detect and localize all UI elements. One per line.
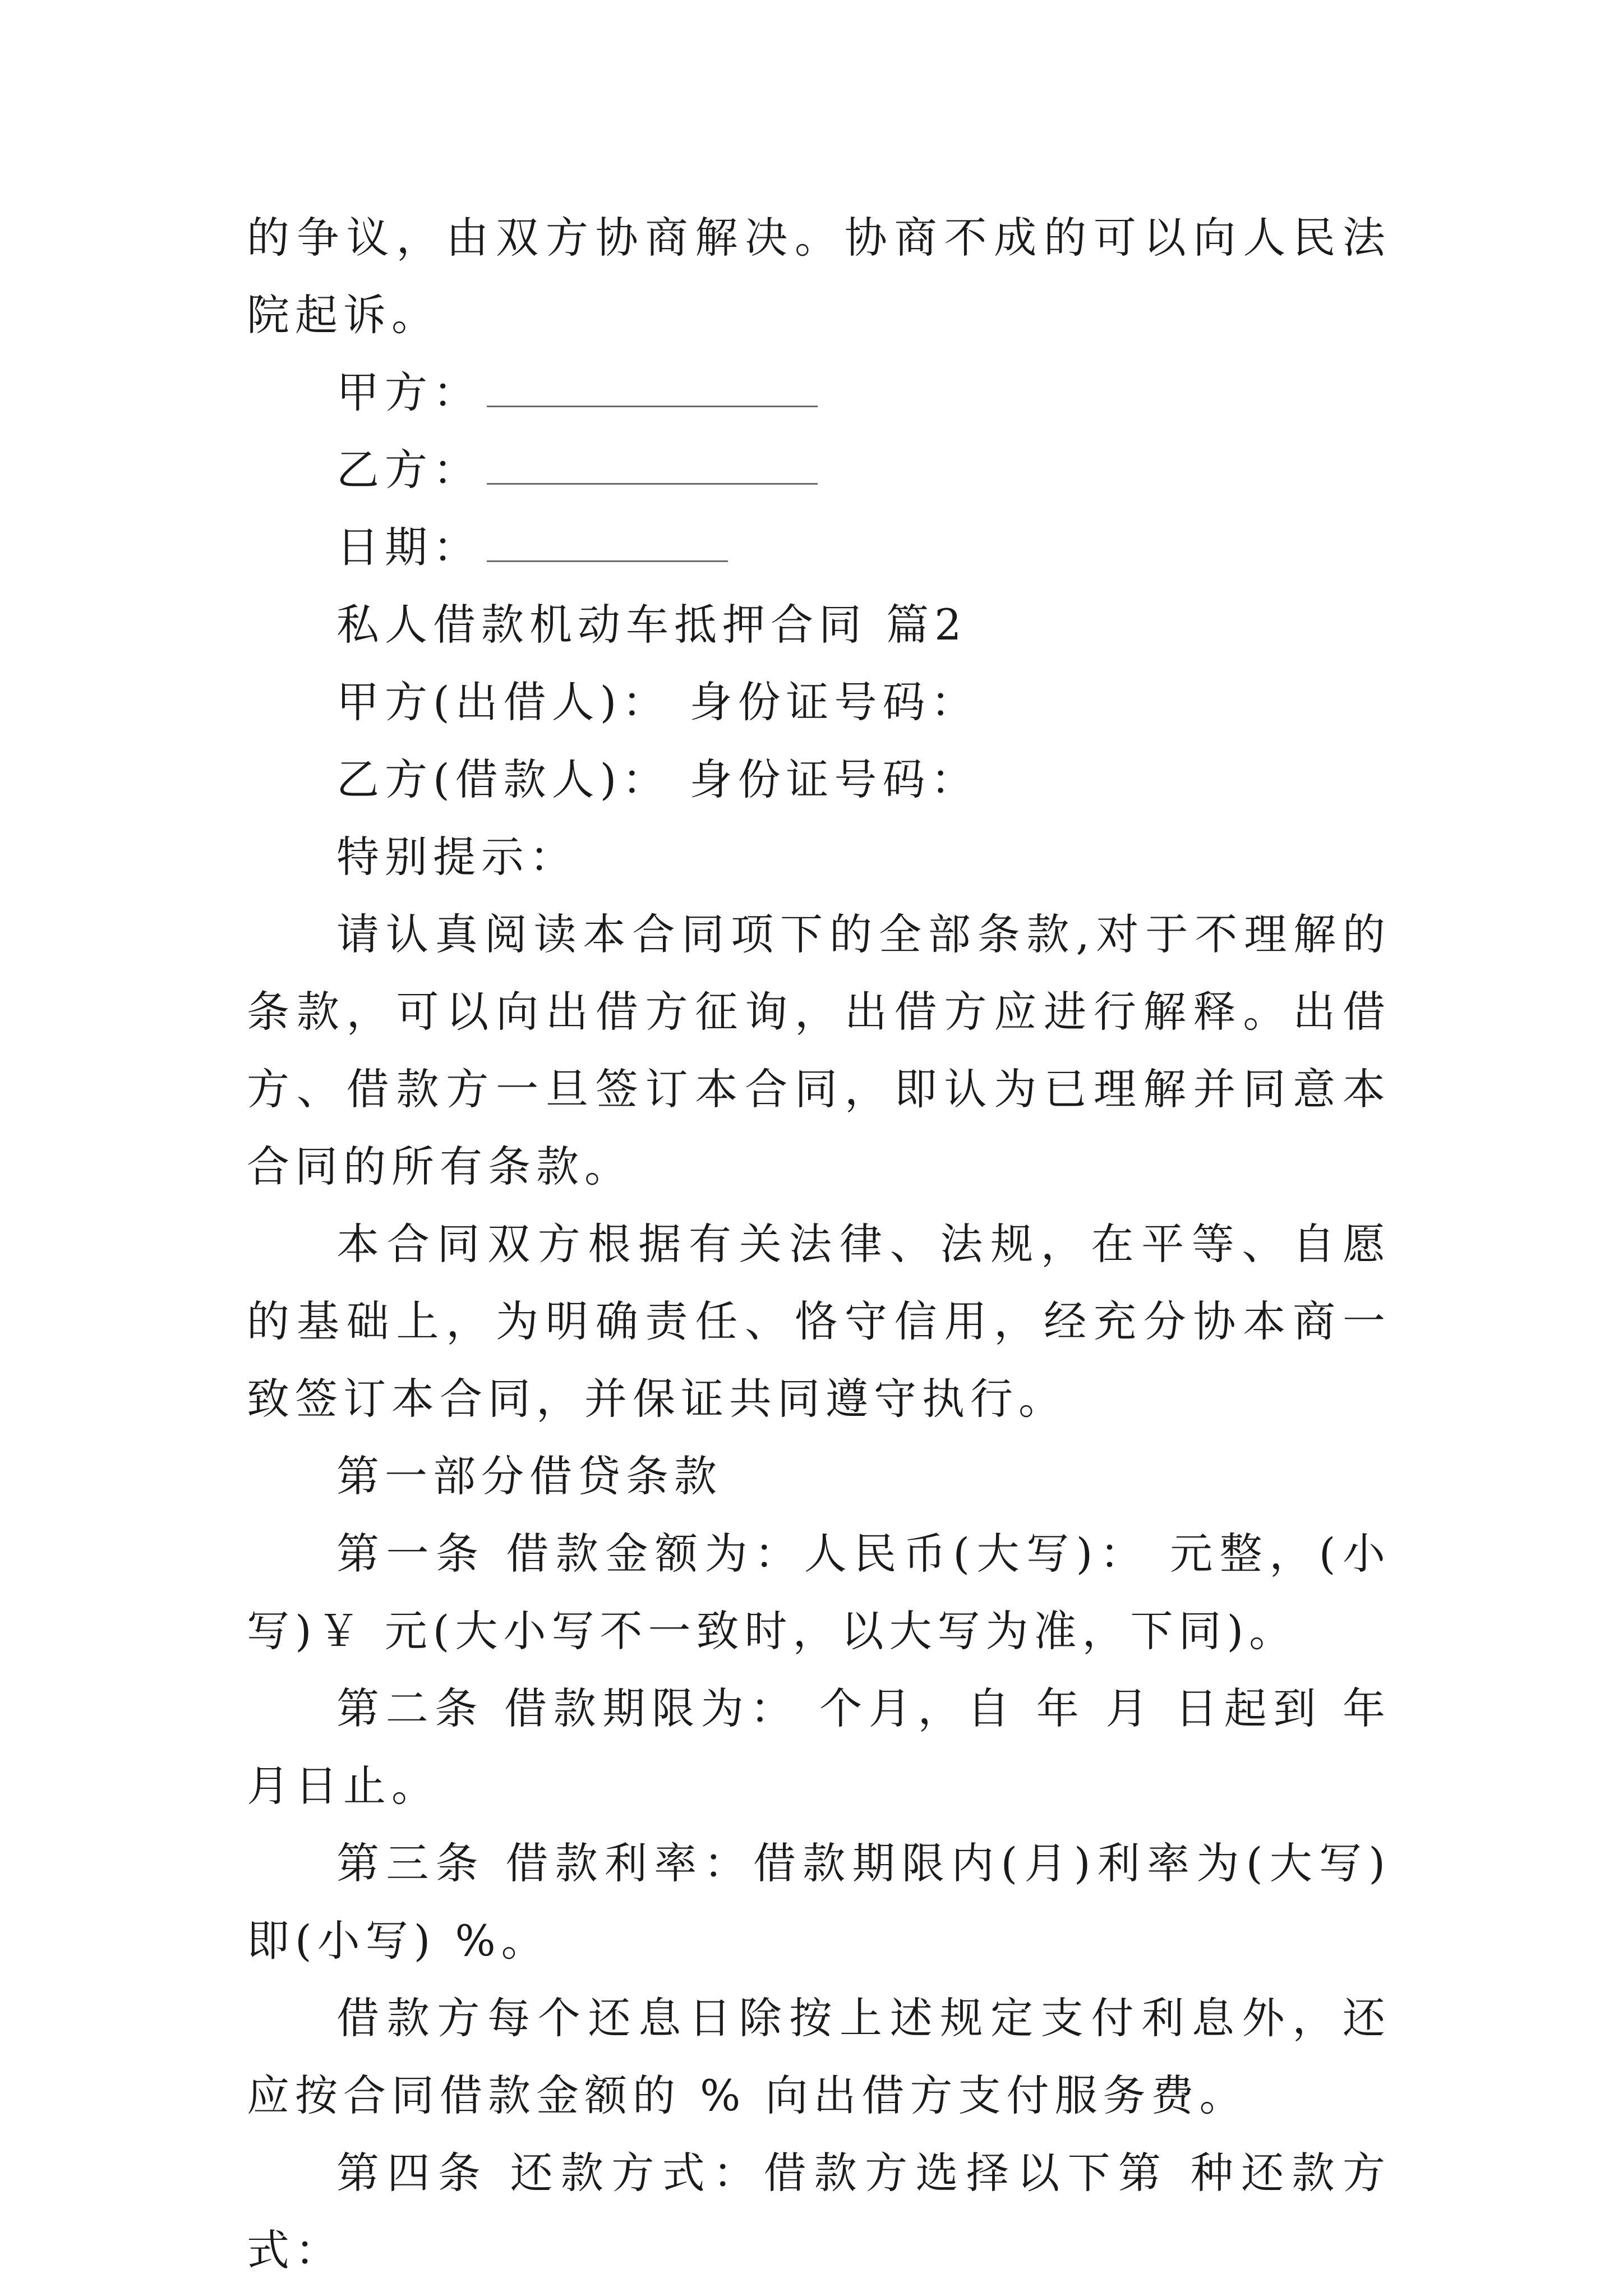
- part1-title: 第一部分借贷条款: [336, 1451, 722, 1501]
- article-2: 第二条 借款期限为： 个月，自 年 月 日起到 年 月日止。: [247, 1683, 1391, 1811]
- signature-date-blank: [487, 538, 728, 562]
- signature-party-b: [247, 431, 1391, 509]
- signature-date-label: 日期：: [336, 522, 481, 572]
- signature-party-a: [247, 354, 1391, 431]
- service-fee-paragraph: 借款方每个还息日除按上述规定支付利息外，还应按合同借款金额的 % 向出借方支付服务费。: [247, 1993, 1391, 2120]
- signature-party-a-label: 甲方：: [336, 367, 481, 417]
- notice-title: 特别提示：: [336, 832, 578, 882]
- notice-body: 请认真阅读本合同项下的全部条款,对于不理解的条款，可以向出借方征询，出借方应进行解释。出借方、借款方一旦签订本合同，即认为已理解并同意本合同的所有条款。: [247, 909, 1391, 1191]
- signature-party-b-label: 乙方：: [336, 445, 481, 495]
- section-title: 私人借款机动车抵押合同 篇2: [336, 600, 967, 650]
- article-3: 第三条 借款利率：借款期限内(月)利率为(大写) 即(小写) %。: [247, 1838, 1391, 1966]
- document-body: [247, 199, 1391, 2289]
- paragraph-dispute-clause: 的争议，由双方协商解决。协商不成的可以向人民法院起诉。: [247, 213, 1391, 340]
- party-b-info: 乙方(借款人)： 身份证号码：: [336, 754, 979, 804]
- signature-party-b-blank: [487, 461, 818, 485]
- signature-party-a-blank: [487, 383, 818, 407]
- signature-date: [247, 509, 1391, 586]
- article-1: 第一条 借款金额为：人民币(大写)： 元整，(小写)￥ 元(大小写不一致时，以大写为准，下同)。: [247, 1529, 1391, 1656]
- party-a-info: 甲方(出借人)： 身份证号码：: [336, 677, 979, 727]
- intro-paragraph: 本合同双方根据有关法律、法规，在平等、自愿的基础上，为明确责任、恪守信用，经充分协本商一致签订本合同，并保证共同遵守执行。: [247, 1219, 1391, 1424]
- article-4: 第四条 还款方式：借款方选择以下第 种还款方式：: [247, 2148, 1391, 2275]
